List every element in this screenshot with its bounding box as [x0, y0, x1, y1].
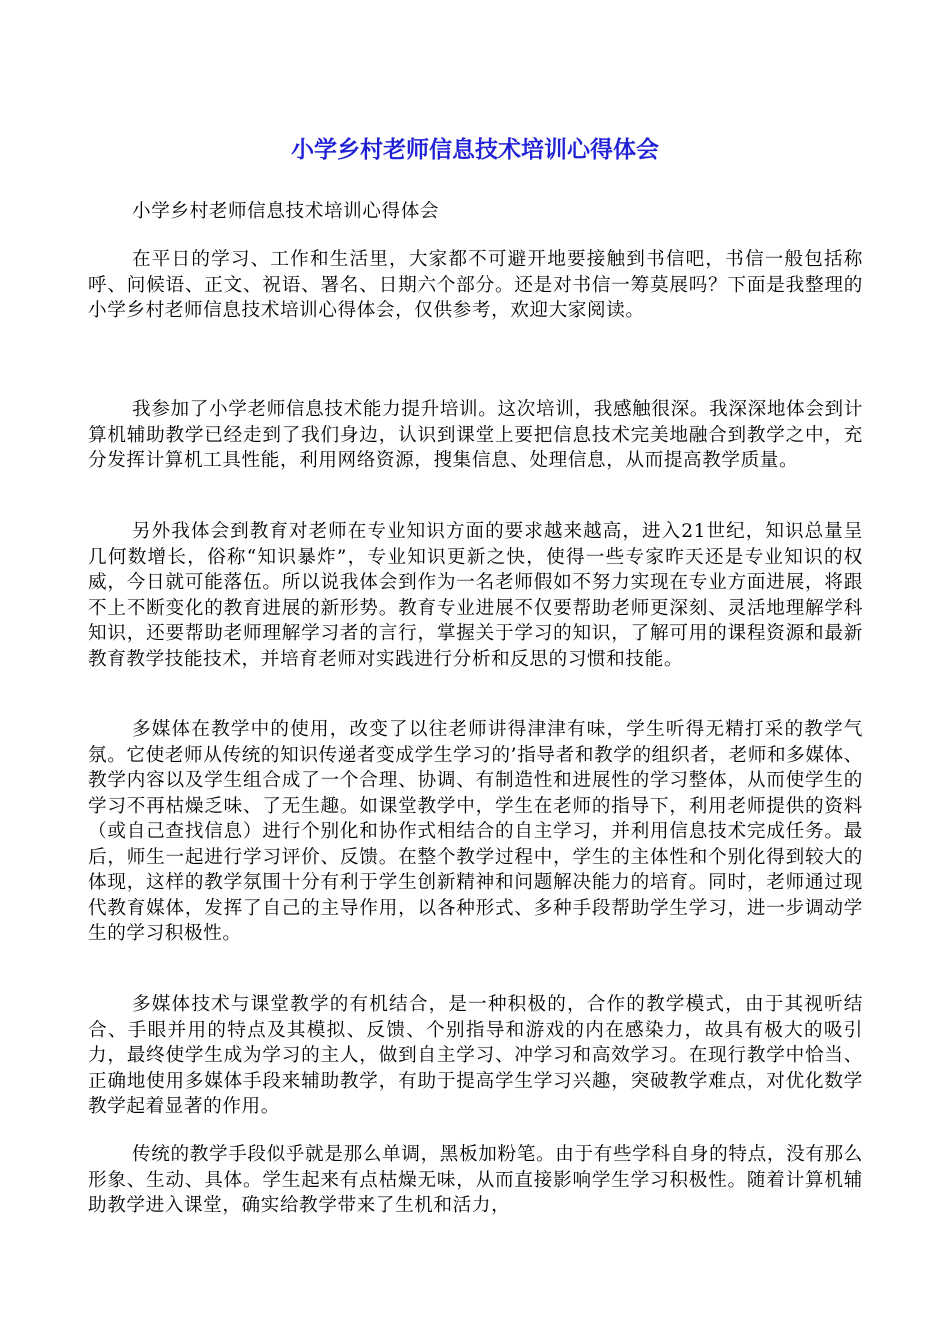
- paragraph-traditional-teaching: 传统的教学手段似乎就是那么单调，黑板加粉笔。由于有些学科自身的特点，没有那么形象、生动、具体。学生起来有点枯燥无味，从而直接影响学生学习积极性。随着计算机辅助教学进入课堂，确实给教学带来了生机和活力，: [88, 1144, 863, 1216]
- paragraph-subtitle: 小学乡村老师信息技术培训心得体会: [132, 201, 440, 222]
- paragraph-professional-knowledge: 另外我体会到教育对老师在专业知识方面的要求越来越高，进入21世纪，知识总量呈几何数增长，俗称“知识暴炸”，专业知识更新之快，使得一些专家昨天还是专业知识的权威，今日就可能落伍。所以说我体会到作为一名老师假如不努力实现在专业方面进展，将跟不上不断变化的教育进展的新形势。教育专业进展不仅要帮助老师更深刻、灵活地理解学科知识，还要帮助老师理解学习者的言行，掌握关于学习的知识，了解可用的课程资源和最新教育教学技能技术，并培育老师对实践进行分析和反思的习惯和技能。: [88, 521, 863, 670]
- document-title: 小学乡村老师信息技术培训心得体会: [291, 137, 659, 163]
- paragraph-training: 我参加了小学老师信息技术能力提升培训。这次培训，我感触很深。我深深地体会到计算机辅助教学已经走到了我们身边，认识到课堂上要把信息技术完美地融合到教学之中，充分发挥计算机工具性能，利用网络资源，搜集信息、处理信息，从而提高教学质量。: [88, 399, 863, 471]
- paragraph-multimedia-integration: 多媒体技术与课堂教学的有机结合，是一种积极的，合作的教学模式，由于其视听结合、手眼并用的特点及其模拟、反馈、个别指导和游戏的内在感染力，故具有极大的吸引力，最终使学生成为学习的主人，做到自主学习、冲学习和高效学习。在现行教学中恰当、正确地使用多媒体手段来辅助教学，有助于提高学生学习兴趣，突破教学难点，对优化数学教学起着显著的作用。: [88, 994, 863, 1117]
- paragraph-multimedia-use: 多媒体在教学中的使用，改变了以往老师讲得津津有味，学生听得无精打采的教学气氛。它使老师从传统的知识传递者变成学生学习的’指导者和教学的组织者，老师和多媒体、教学内容以及学生组合成了一个合理、协调、有制造性和进展性的学习整体，从而使学生的学习不再枯燥乏味、了无生趣。如课堂教学中，学生在老师的指导下，利用老师提供的资料（或自己查找信息）进行个别化和协作式相结合的自主学习，并利用信息技术完成任务。最后，师生一起进行学习评价、反馈。在整个教学过程中，学生的主体性和个别化得到较大的体现，这样的教学氛围十分有利于学生创新精神和问题解决能力的培育。同时，老师通过现代教育媒体，发挥了自己的主导作用，以各种形式、多种手段帮助学生学习，进一步调动学生的学习积极性。: [88, 719, 863, 944]
- paragraph-intro: 在平日的学习、工作和生活里，大家都不可避开地要接触到书信吧，书信一般包括称呼、问候语、正文、祝语、署名、日期六个部分。还是对书信一筹莫展吗？下面是我整理的小学乡村老师信息技术培训心得体会，仅供参考，欢迎大家阅读。: [88, 249, 863, 321]
